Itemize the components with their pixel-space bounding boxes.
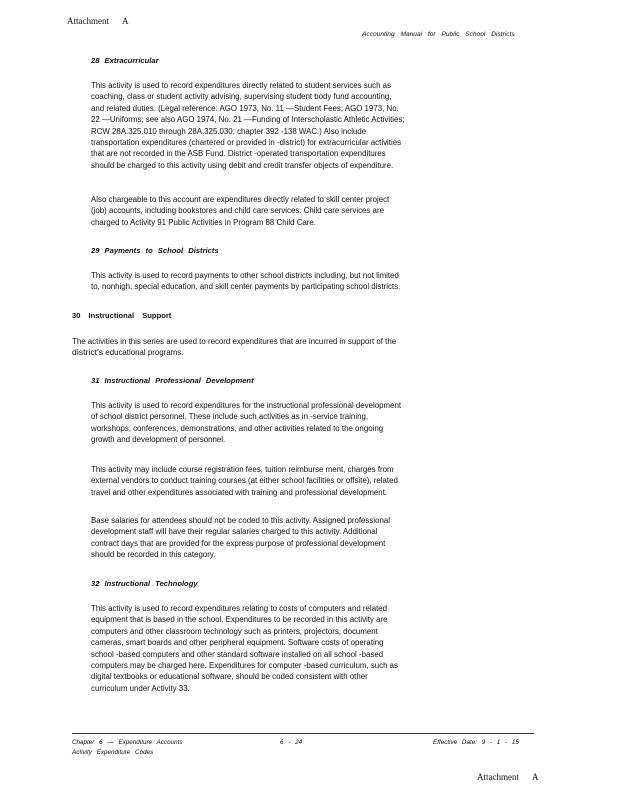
section-31-paragraph-1 xyxy=(91,400,505,446)
text-line: This activity is used to record expenditures relating to costs of computers and related xyxy=(91,604,388,613)
text-line: external vendors to conduct training courses (at either school facilities or offsite), related xyxy=(91,476,398,486)
section-31-paragraph-3 xyxy=(91,515,489,561)
text-fragment: educational programs. xyxy=(103,348,184,358)
section-31-paragraph-2 xyxy=(91,464,506,498)
attachment-label-top: Attachment A xyxy=(67,16,129,26)
text-line: should be charged to this activity using debit and credit transfer objects of expenditure. xyxy=(91,160,394,170)
text-line: charged to Activity 91 Public Activities in Program 88 Child Care. xyxy=(91,217,316,227)
text-line: cameras, smart boards and other peripheral equipment. Software costs of operating xyxy=(91,638,384,648)
text-line: school -based computers and other standard software installed on all school -based xyxy=(91,649,384,659)
footer-chapter: Chapter 6 — Expenditure Accounts xyxy=(72,739,183,746)
attachment-label-bottom: Attachment A xyxy=(477,772,539,782)
text-line: equipment that is based in the school. Expenditures to be recorded in this activity are xyxy=(91,615,388,625)
text-line: that are not recorded in the ASB Fund. District -operated transportation expenditures xyxy=(91,149,386,159)
section-32-heading: 32 Instructional Technology xyxy=(91,579,198,588)
section-29-heading: 29 Payments to School Districts xyxy=(91,246,219,255)
section-28-paragraph-1 xyxy=(91,80,517,171)
emphasized-word: district's xyxy=(72,347,104,358)
text-line: contract days that are provided for the express purpose of professional development xyxy=(91,538,386,548)
text-line: of school district personnel. These include such activities as in -service training, xyxy=(91,412,369,422)
text-line: The activities in this series are used to record expenditures that are incurred in support of the xyxy=(72,337,397,346)
text-line: RCW 28A.325.010 through 28A.325.030; chapter 392 -138 WAC.) Also include xyxy=(91,126,367,136)
text-line: and related duties. (Legal reference: AGO 1973, No. 11 —Student Fees; AGO 1973, No. xyxy=(91,103,399,113)
footer-rule xyxy=(72,733,534,734)
text-line: computers and other classroom technology such as printers, projectors, document xyxy=(91,626,378,636)
text-line: should be recorded in this category. xyxy=(91,550,216,560)
text-line: growth and development of personnel. xyxy=(91,435,226,445)
text-line: computers may be charged here. Expenditures for computer -based curriculum, such as xyxy=(91,661,399,671)
text-line: development staff will have their regular salaries charged to this activity. Additional xyxy=(91,527,378,537)
text-line: Also chargeable to this account are expenditures directly related to skill center project xyxy=(91,195,390,204)
text-line: This activity is used to record expenditures directly related to student services such as xyxy=(91,81,391,90)
text-line: curriculum under Activity 33. xyxy=(91,683,190,693)
footer-page-number: 6 - 24 xyxy=(280,739,303,746)
section-32-paragraph xyxy=(91,603,513,694)
section-28-paragraph-2 xyxy=(91,194,495,228)
section-30-heading: 30 Instructional Support xyxy=(72,311,172,320)
text-line: workshops, conferences, demonstrations, and other activities related to the ongoing xyxy=(91,423,384,433)
text-line: coaching, class or student activity advising, supervising student body fund accounting, xyxy=(91,92,392,102)
text-line: This activity is used to record expenditures for the instructional professional development xyxy=(91,401,402,410)
text-line: This activity is used to record payments to other school districts including, but not limited xyxy=(91,271,399,280)
footer-section-title: Activity Expenditure Codes xyxy=(72,749,154,756)
text-line xyxy=(72,347,519,358)
section-29-paragraph xyxy=(91,270,511,293)
footer-effective-date: Effective Date: 9 - 1 - 15 xyxy=(433,739,519,746)
text-line: digital textbooks or educational software, should be coded consistent with other xyxy=(91,672,368,682)
text-line: transportation expenditures (chartered or provided in -district) for extracurricular activities xyxy=(91,138,402,148)
text-line: This activity may include course registration fees, tuition reimburse ment, charges from xyxy=(91,465,394,474)
text-line: to, nonhigh, special education, and skill center payments by participating school districts. xyxy=(91,282,401,292)
header-manual-title: Accounting Manual for Public School Districts xyxy=(362,31,515,38)
section-30-paragraph xyxy=(72,336,519,359)
text-line: travel and other expenditures associated with training and professional development. xyxy=(91,487,388,497)
text-line: (job) accounts, including bookstores and child care services. Child care services are xyxy=(91,206,384,216)
section-31-heading: 31 Instructional Professional Development xyxy=(91,376,254,385)
section-28-heading: 28 Extracurricular xyxy=(91,56,159,65)
text-line: Base salaries for attendees should not be coded to this activity. Assigned professional xyxy=(91,516,390,525)
text-line: 22 —Uniforms; see also AGO 1974, No. 21 —Funding of Interscholastic Athletic Activities; xyxy=(91,115,405,125)
